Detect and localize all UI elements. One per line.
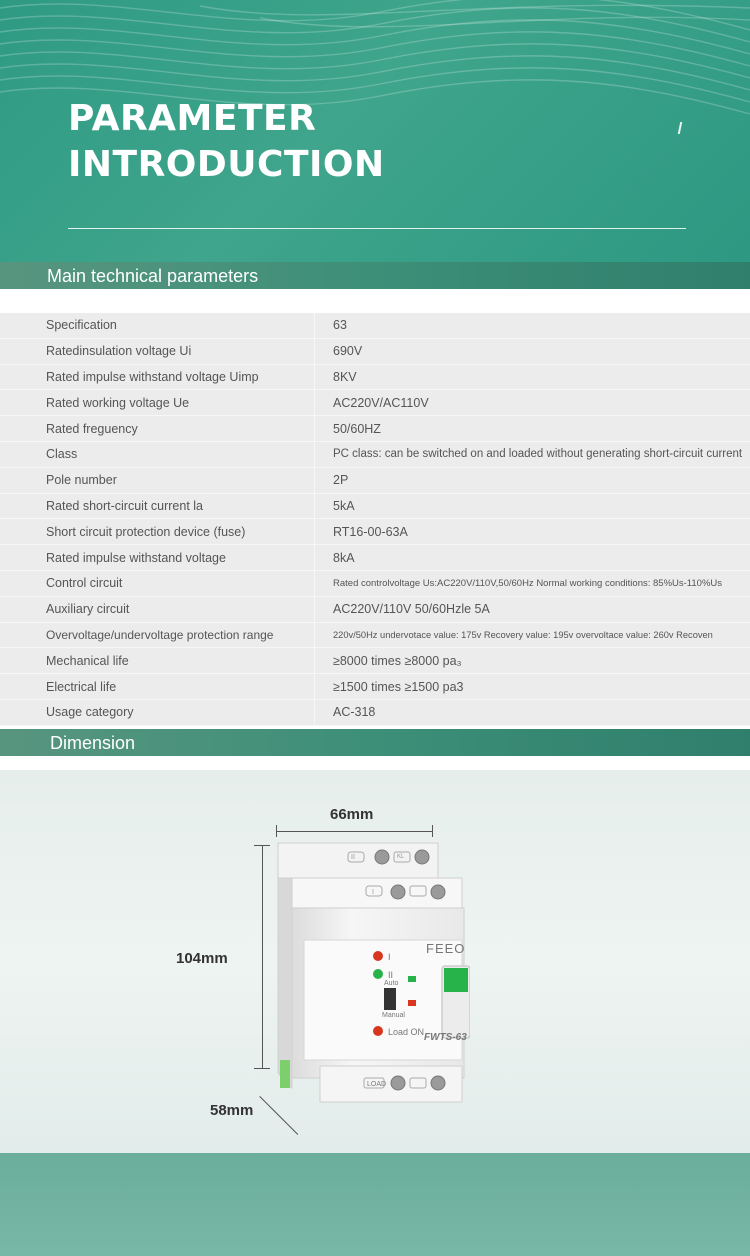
param-value: ≥8000 times ≥8000 pa₃ [315, 648, 750, 674]
page-title [68, 96, 385, 188]
table-row [0, 441, 750, 467]
width-label: 66mm [330, 806, 374, 823]
param-value: AC220V/110V 50/60Hzle 5A [315, 596, 750, 622]
depth-label: 58mm [210, 1102, 254, 1119]
table-row [0, 596, 750, 622]
param-key: Control circuit [0, 570, 315, 596]
param-key: Short circuit protection device (fuse) [0, 519, 315, 545]
param-value: Rated controlvoltage Us:AC220V/110V,50/60Hz Normal working conditions: 85%Us-110%Us [315, 570, 750, 596]
param-key: Rated working voltage Ue [0, 390, 315, 416]
load-terminal-label: LOAD [367, 1081, 387, 1088]
table-row [0, 416, 750, 442]
load-on-label: Load ON [388, 1027, 425, 1037]
table-row [0, 570, 750, 596]
table-row [0, 390, 750, 416]
footer-band [0, 1153, 750, 1256]
height-label: 104mm [176, 950, 228, 967]
param-key: Overvoltage/undervoltage protection range [0, 622, 315, 648]
height-dimension-line [262, 845, 263, 1069]
title-divider [68, 228, 686, 229]
param-value: PC class: can be switched on and loaded without generating short-circuit current [315, 441, 750, 467]
param-key: Rated short-circuit current la [0, 493, 315, 519]
table-row [0, 648, 750, 674]
param-value: RT16-00-63A [315, 519, 750, 545]
table-row [0, 467, 750, 493]
dimension-area [0, 770, 750, 1153]
param-value: 50/60HZ [315, 416, 750, 442]
param-value: ≥1500 times ≥1500 pa3 [315, 674, 750, 700]
param-key: Ratedinsulation voltage Ui [0, 338, 315, 364]
param-value: AC220V/AC110V [315, 390, 750, 416]
param-value: 220v/50Hz undervotace value: 175v Recovery value: 195v overvoltace value: 260v Recoven [315, 622, 750, 648]
indicator-ii-label: II [388, 970, 394, 980]
hero-banner [0, 0, 750, 262]
table-row [0, 699, 750, 725]
param-value: 8KV [315, 364, 750, 390]
parameters-table [0, 313, 750, 726]
param-value: 690V [315, 338, 750, 364]
height-dimension-tick [254, 1068, 270, 1069]
param-key: Rated freguency [0, 416, 315, 442]
terminal-kl-label: KL [397, 854, 405, 860]
param-key: Class [0, 441, 315, 467]
manual-label: Manual [382, 1012, 405, 1019]
param-key: Rated impulse withstand voltage [0, 545, 315, 571]
param-key: Specification [0, 313, 315, 338]
param-value: 63 [315, 313, 750, 338]
table-row [0, 622, 750, 648]
section-title-main: Main technical parameters [47, 266, 259, 286]
transfer-switch-device [270, 838, 470, 1108]
param-key: Pole number [0, 467, 315, 493]
title-line-1: PARAMETER [68, 98, 317, 139]
param-value: 8kA [315, 545, 750, 571]
table-row [0, 493, 750, 519]
table-row [0, 313, 750, 338]
terminal-i-label: I [372, 889, 374, 896]
section-header-dimension [0, 729, 750, 756]
param-key: Mechanical life [0, 648, 315, 674]
param-value: AC-318 [315, 699, 750, 725]
width-dimension-tick [276, 825, 277, 837]
device-model: FWTS-63 [424, 1032, 467, 1043]
section-header-main [0, 262, 750, 289]
table-row [0, 545, 750, 571]
param-key: Usage category [0, 699, 315, 725]
terminal-ii-label: II [351, 854, 355, 861]
indicator-i-label: I [388, 952, 391, 962]
param-value: 2P [315, 467, 750, 493]
auto-label: Auto [384, 980, 399, 987]
table-row [0, 364, 750, 390]
section-title-dimension: Dimension [50, 733, 136, 753]
width-dimension-line [277, 831, 433, 832]
device-brand: FEEO [426, 941, 466, 956]
table-row [0, 338, 750, 364]
height-dimension-tick [254, 845, 270, 846]
table-row [0, 519, 750, 545]
width-dimension-tick [432, 825, 433, 837]
title-line-2: INTRODUCTION [68, 144, 385, 185]
table-row [0, 674, 750, 700]
param-key: Auxiliary circuit [0, 596, 315, 622]
param-key: Electrical life [0, 674, 315, 700]
param-key: Rated impulse withstand voltage Uimp [0, 364, 315, 390]
param-value: 5kA [315, 493, 750, 519]
